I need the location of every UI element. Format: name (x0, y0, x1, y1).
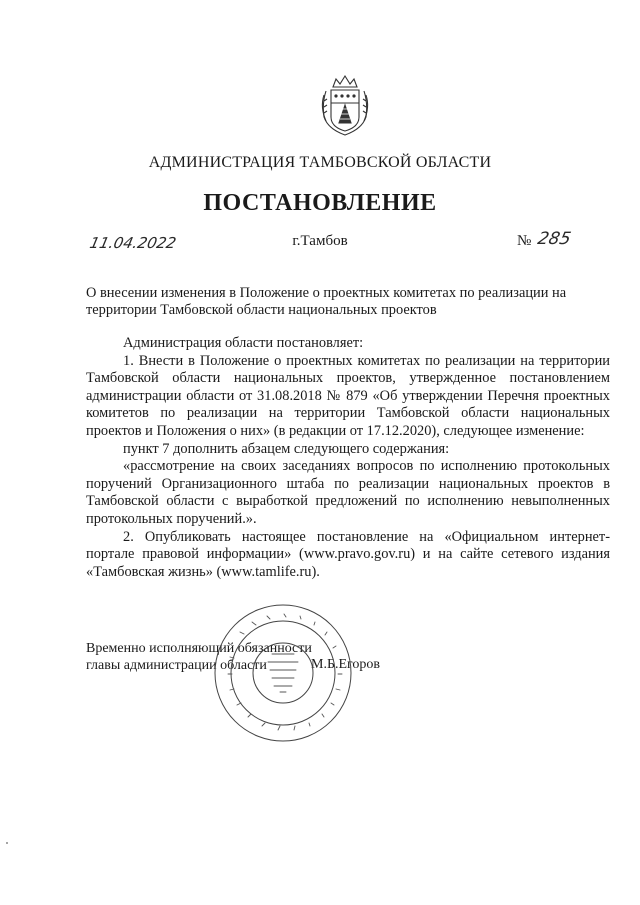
body-paragraph: 1. Внести в Положение о проектных комитетах по реализации на территории Тамбовской области национальных проектов, утвержденное постановлением администрации области от 31.08.2018 № 879 «Об утверждении Перечня проектных комитетов по реализации на территории Тамбовской области национальных проектов и Положения о них» (в редакции от 17.12.2020), следующее изменение: (86, 352, 610, 439)
coat-of-arms-icon (318, 73, 372, 137)
signature-position-line1: Временно исполняющий обязанности (86, 641, 312, 656)
scan-speck (6, 842, 8, 844)
document-type: ПОСТАНОВЛЕНИЕ (203, 190, 437, 216)
body-paragraph: 2. Опубликовать настоящее постановление на «Официальном интернет-портале правовой информации» (www.pravo.gov.ru) и на сайте сетевого издания «Тамбовская жизнь» (www.tamlife.ru). (86, 528, 610, 580)
signatory-name: М.Б.Егоров (311, 657, 381, 672)
document-date: 11.04.2022 (88, 234, 178, 252)
official-stamp-icon (212, 602, 354, 744)
document-number: 285 (535, 229, 573, 249)
body-paragraph: Администрация области постановляет: (123, 335, 364, 351)
organization-name: АДМИНИСТРАЦИЯ ТАМБОВСКОЙ ОБЛАСТИ (148, 154, 492, 171)
body-paragraph: пункт 7 дополнить абзацем следующего содержания: (123, 440, 450, 457)
number-sign: № (517, 233, 532, 249)
document-subject: О внесении изменения в Положение о проектных комитетах по реализации на территории Тамбовской области национальных проектов (86, 285, 567, 318)
signature-position-line2: главы администрации области (86, 658, 267, 673)
document-city: г.Тамбов (292, 233, 348, 249)
document-body (86, 335, 610, 581)
body-paragraph: «рассмотрение на своих заседаниях вопросов по исполнению протокольных поручений Организационного штаба по реализации национальных проектов в Тамбовской области с выработкой предложений по исполнению невыполненных протокольных поручений.». (86, 458, 610, 527)
